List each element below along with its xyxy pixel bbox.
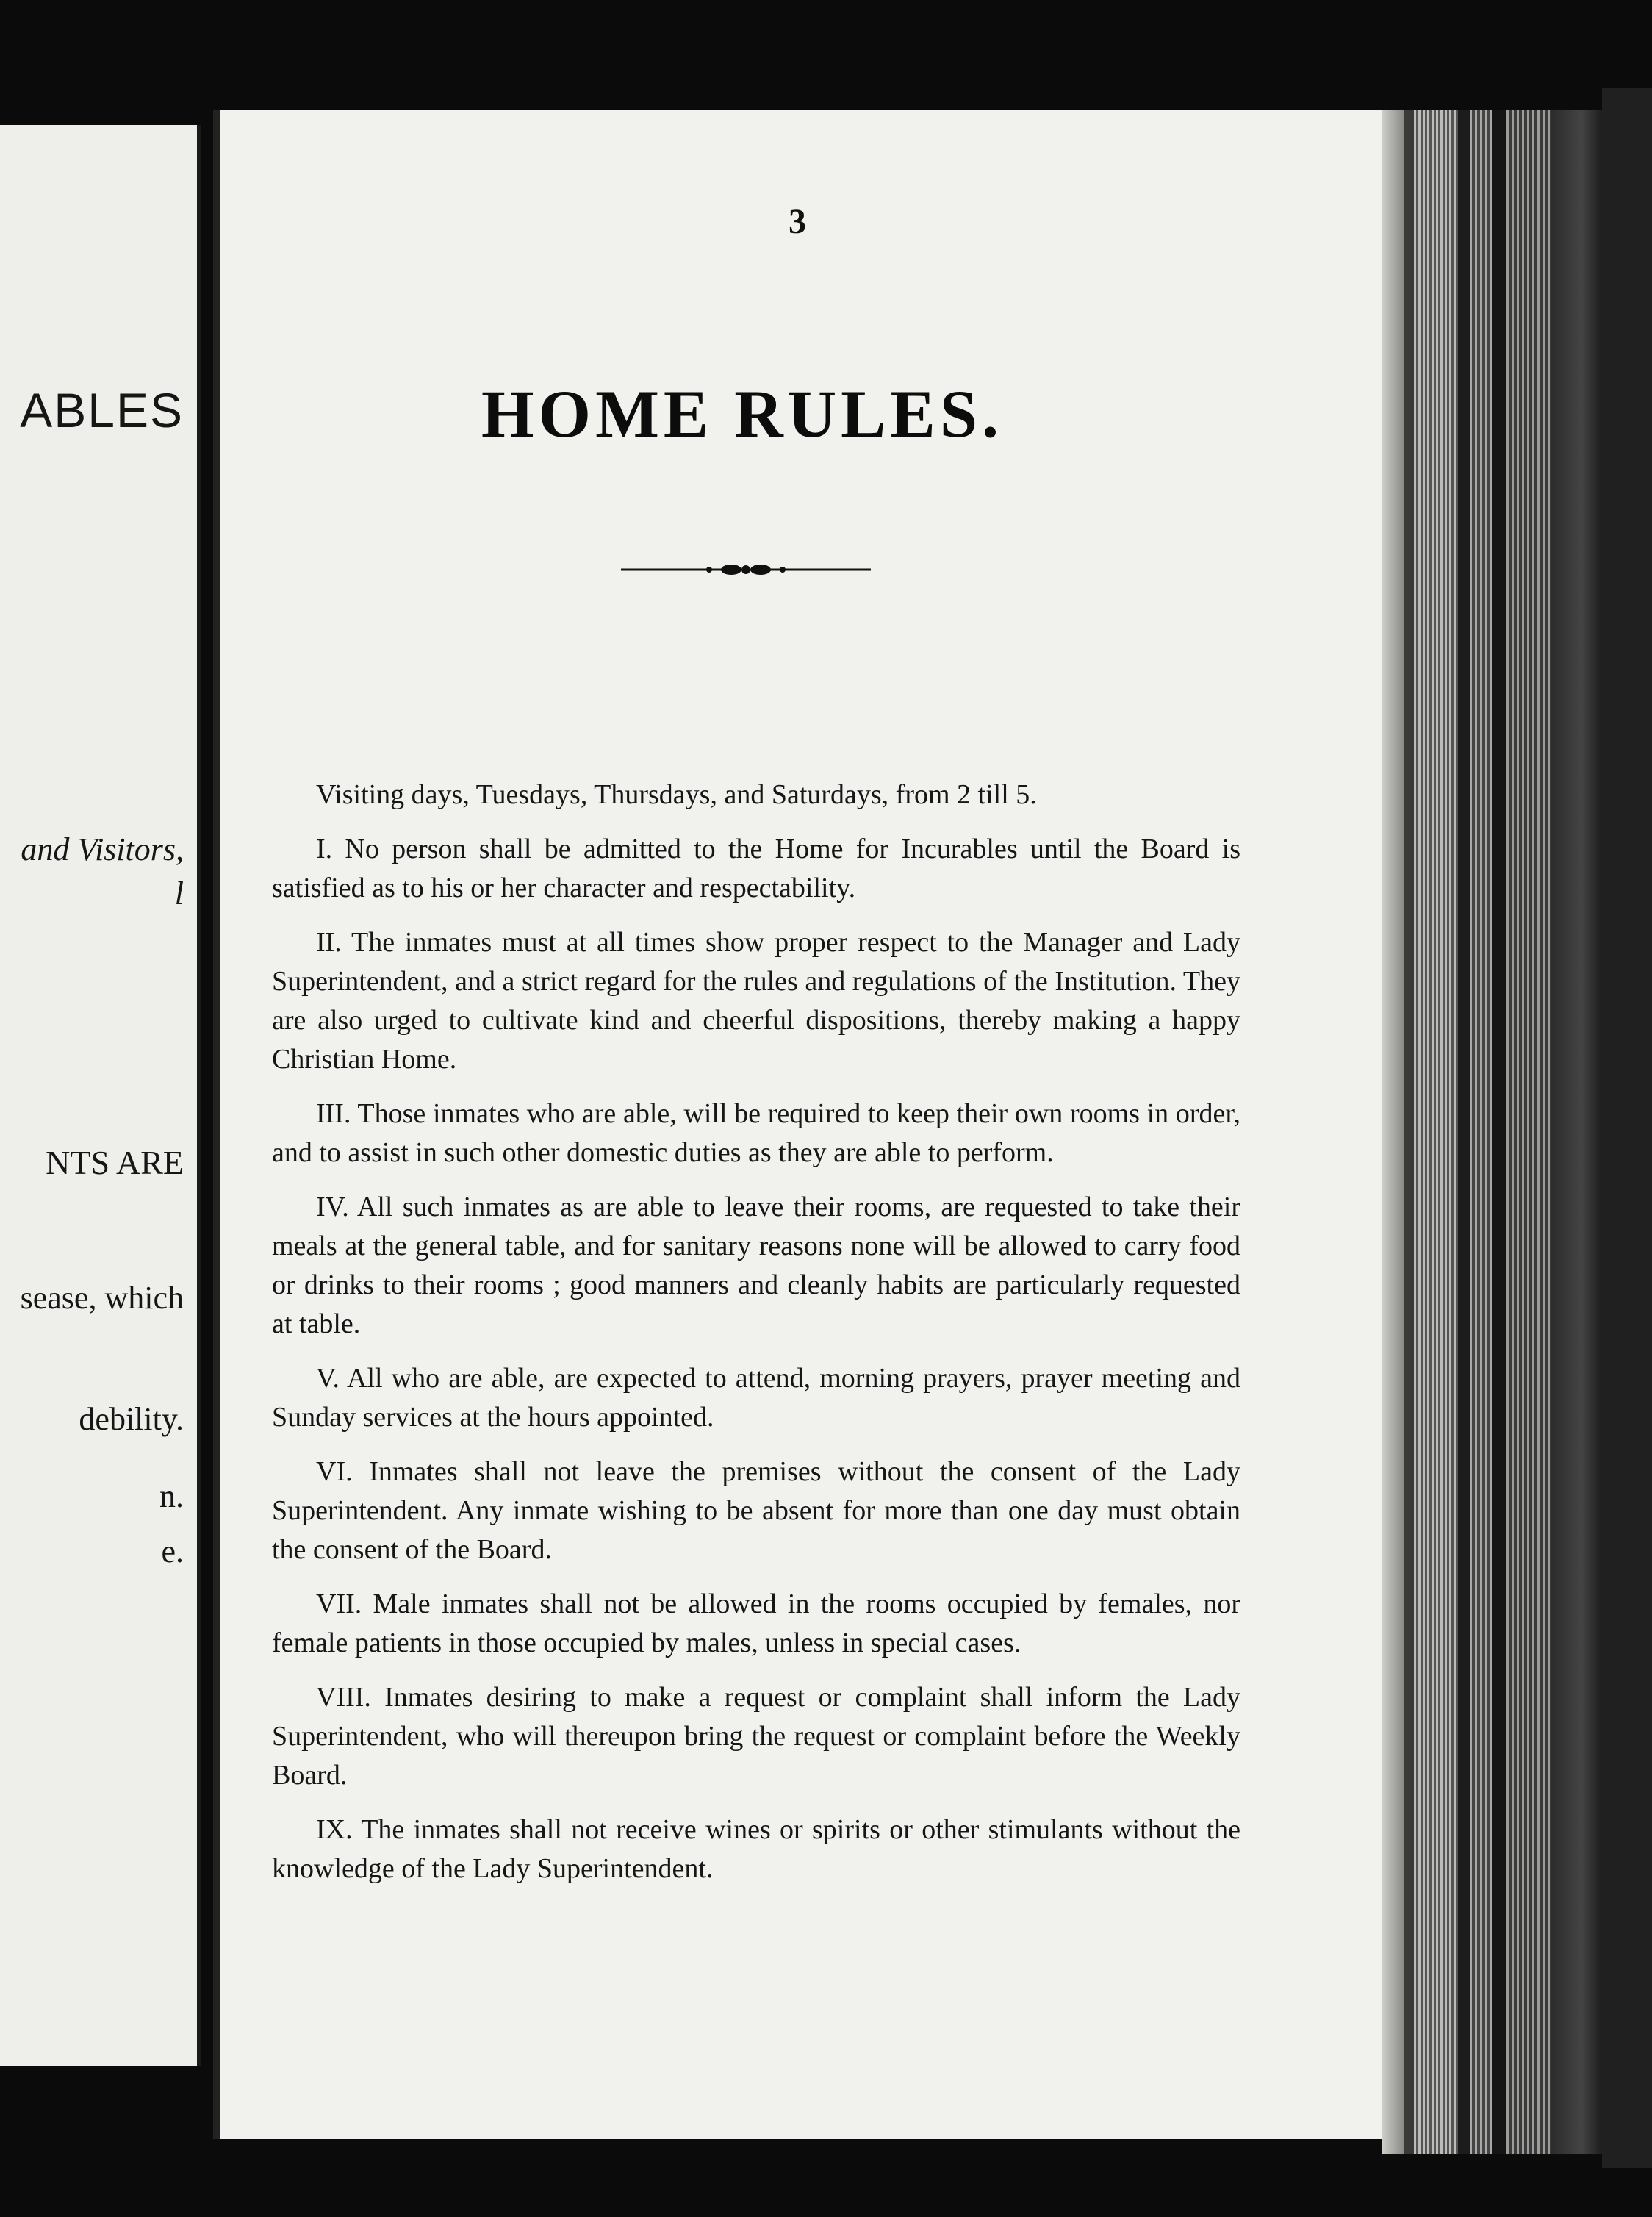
- document-page: [213, 110, 1389, 2139]
- rule-paragraph: VII. Male inmates shall not be allowed in the rooms occupied by females, nor female patients in those occupied by males, unless in special cases.: [272, 1589, 1240, 1658]
- left-page-fragment: e.: [161, 1533, 184, 1569]
- left-page-fragment: sease, which: [20, 1280, 184, 1316]
- page-title: HOME RULES.: [481, 376, 1004, 451]
- book-cover-edge: [1602, 88, 1652, 2168]
- left-page-fragment: l: [174, 875, 184, 911]
- left-page-fragment: and Visitors,: [21, 831, 184, 867]
- left-page-fragment: n.: [159, 1478, 184, 1514]
- left-page-fragment: debility.: [79, 1401, 184, 1437]
- rule-paragraph: I. No person shall be admitted to the Home for Incurables until the Board is satisfied as to his or her character and respectability.: [272, 834, 1240, 903]
- rule-paragraph: III. Those inmates who are able, will be required to keep their own rooms in order, and to assist in such other domestic duties as they are able to perform.: [272, 1098, 1240, 1168]
- visiting-days: Visiting days, Tuesdays, Thursdays, and Saturdays, from 2 till 5.: [316, 779, 1037, 810]
- rule-paragraph: IX. The inmates shall not receive wines or spirits or other stimulants without the knowledge of the Lady Superintendent.: [272, 1814, 1240, 1884]
- page-number: 3: [789, 202, 806, 241]
- left-page-fragment: NTS ARE: [46, 1144, 184, 1181]
- previous-page: [0, 125, 201, 2066]
- page-edges: [1382, 110, 1602, 2154]
- rule-paragraph: II. The inmates must at all times show proper respect to the Manager and Lady Superintendent, and a strict regard for the rules and regulations of the Institution. They are also urged to cultivate kind and cheerful dispositions, thereby making a happy Christian Home.: [272, 927, 1240, 1075]
- rule-paragraph: VIII. Inmates desiring to make a request or complaint shall inform the Lady Superintendent, who will thereupon bring the request or complaint before the Weekly Board.: [272, 1682, 1240, 1791]
- ornament-divider-icon: [621, 559, 871, 581]
- rule-paragraph: V. All who are able, are expected to attend, morning prayers, prayer meeting and Sunday services at the hours appointed.: [272, 1363, 1240, 1433]
- rules-body: [272, 776, 1240, 1904]
- rule-paragraph: VI. Inmates shall not leave the premises without the consent of the Lady Superintendent. Any inmate wishing to be absent for more than one day must obtain the consent of the Board.: [272, 1456, 1240, 1565]
- rule-paragraph: IV. All such inmates as are able to leave their rooms, are requested to take their meals at the general table, and for sanitary reasons none will be allowed to carry food or drinks to their rooms ; good manners and cleanly habits are particularly requested at table.: [272, 1192, 1240, 1339]
- left-page-fragment: ABLES: [20, 383, 184, 437]
